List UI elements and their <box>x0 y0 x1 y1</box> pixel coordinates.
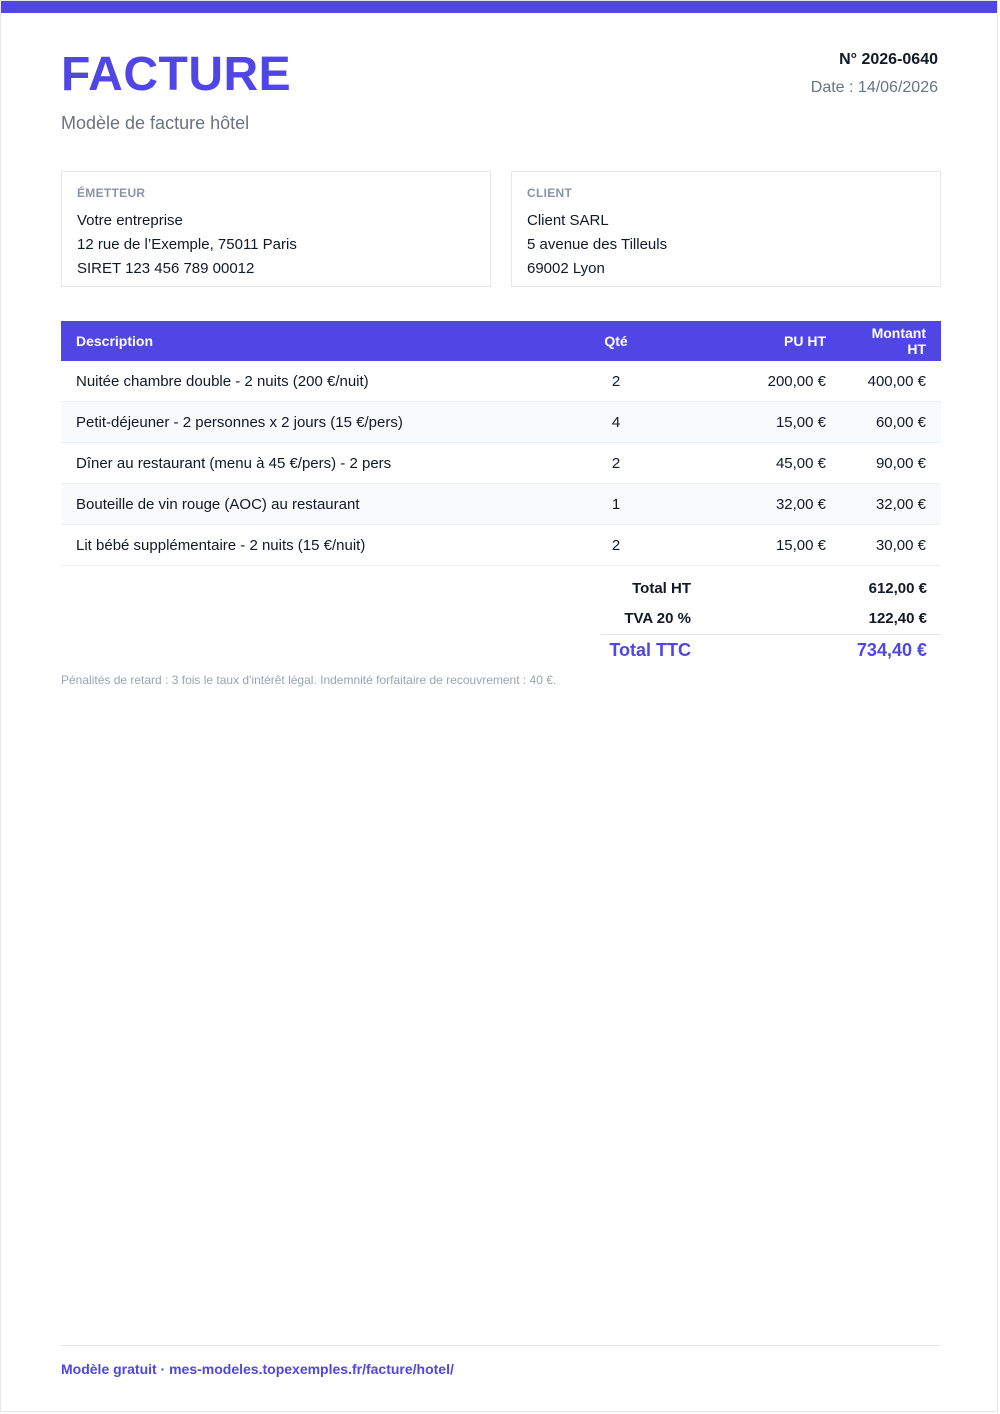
tva-value: 122,40 € <box>868 609 927 627</box>
row-qty: 2 <box>561 361 671 402</box>
client-name: Client SARL <box>527 212 609 229</box>
issuer-name: Votre entreprise <box>77 212 183 229</box>
items-table <box>61 321 941 566</box>
header-description: Description <box>76 333 154 349</box>
issuer-label: ÉMETTEUR <box>77 186 146 200</box>
row-qty: 2 <box>561 525 671 566</box>
row-unit-price: 45,00 € <box>671 443 841 484</box>
row-qty: 1 <box>561 484 671 525</box>
table-row <box>61 443 941 484</box>
row-amount: 32,00 € <box>841 484 941 525</box>
table-row <box>61 402 941 443</box>
row-amount: 400,00 € <box>841 361 941 402</box>
total-ttc-label: Total TTC <box>609 639 691 660</box>
row-amount: 90,00 € <box>841 443 941 484</box>
row-amount: 60,00 € <box>841 402 941 443</box>
header-amount: Montant HT <box>871 325 926 357</box>
header-unit-price: PU HT <box>784 333 826 349</box>
row-description: Dîner au restaurant (menu à 45 €/pers) - 2 pers <box>61 443 561 484</box>
tva-row <box>601 603 941 633</box>
tva-label: TVA 20 % <box>624 609 691 627</box>
total-ht-row <box>601 573 941 603</box>
issuer-address: 12 rue de l’Exemple, 75011 Paris <box>77 236 297 253</box>
table-row <box>61 361 941 402</box>
row-unit-price: 200,00 € <box>671 361 841 402</box>
issuer-box <box>61 171 491 287</box>
row-unit-price: 15,00 € <box>671 525 841 566</box>
row-description: Lit bébé supplémentaire - 2 nuits (15 €/nuit) <box>61 525 561 566</box>
table-row <box>61 525 941 566</box>
row-amount: 30,00 € <box>841 525 941 566</box>
client-city: 69002 Lyon <box>527 260 605 277</box>
late-payment-note: Pénalités de retard : 3 fois le taux d'intérêt légal. Indemnité forfaitaire de recouvrement : 40 €. <box>61 673 557 687</box>
client-address: 5 avenue des Tilleuls <box>527 236 668 253</box>
issuer-siret: SIRET 123 456 789 00012 <box>77 260 255 277</box>
total-ttc-row <box>601 634 941 665</box>
top-accent-bar <box>1 1 997 13</box>
invoice-number: N° 2026-0640 <box>839 51 938 68</box>
row-description: Bouteille de vin rouge (AOC) au restaurant <box>61 484 561 525</box>
header-qty: Qté <box>604 333 628 349</box>
row-description: Petit-déjeuner - 2 personnes x 2 jours (15 €/pers) <box>61 402 561 443</box>
invoice-title: FACTURE <box>61 48 292 101</box>
row-unit-price: 32,00 € <box>671 484 841 525</box>
row-description: Nuitée chambre double - 2 nuits (200 €/nuit) <box>61 361 561 402</box>
totals-block <box>601 573 941 665</box>
client-label: CLIENT <box>527 186 573 200</box>
row-qty: 2 <box>561 443 671 484</box>
total-ht-label: Total HT <box>632 579 691 597</box>
row-unit-price: 15,00 € <box>671 402 841 443</box>
invoice-subtitle: Modèle de facture hôtel <box>61 113 250 133</box>
footer-link[interactable]: Modèle gratuit · mes-modeles.topexemples.fr/facture/hotel/ <box>61 1361 454 1377</box>
client-box <box>511 171 941 287</box>
total-ttc-value: 734,40 € <box>856 639 927 660</box>
table-header-row <box>61 321 941 361</box>
row-qty: 4 <box>561 402 671 443</box>
total-ht-value: 612,00 € <box>868 579 927 597</box>
footer-divider <box>61 1345 941 1346</box>
table-row <box>61 484 941 525</box>
invoice-date: Date : 14/06/2026 <box>810 79 938 96</box>
